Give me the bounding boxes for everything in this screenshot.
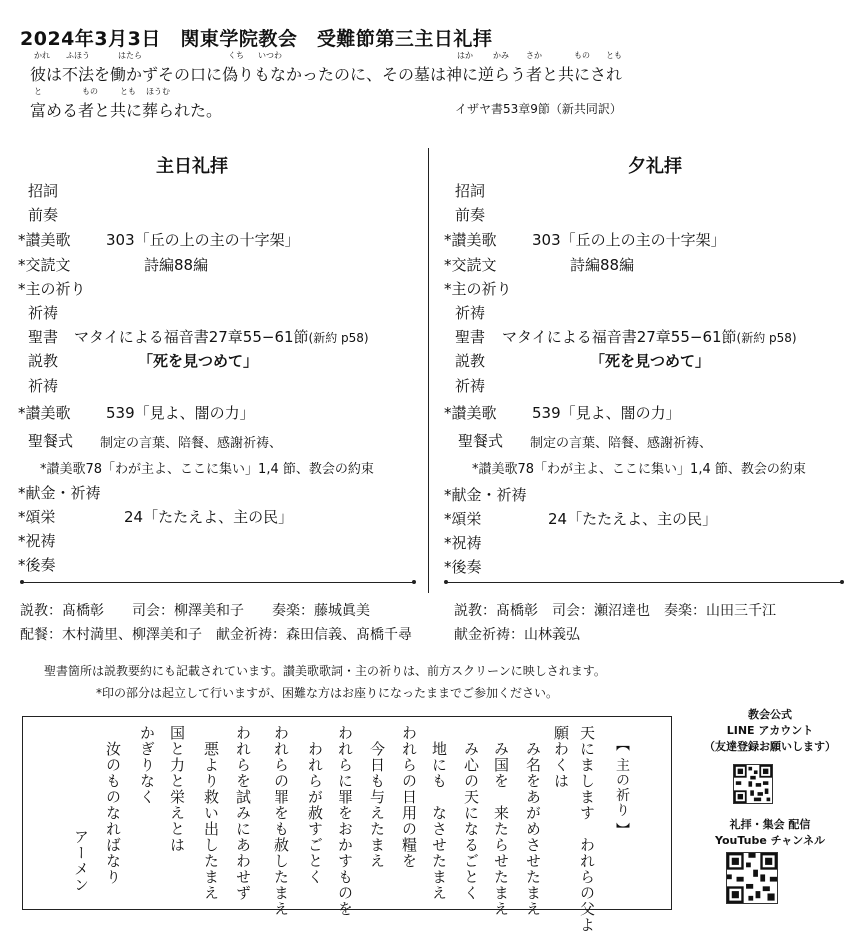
item-label: 祈祷 [28, 377, 59, 395]
prayer-line: 汝のものなればなり [104, 741, 122, 885]
service-item [444, 508, 482, 529]
separator-line [446, 582, 842, 583]
item-detail [74, 326, 369, 347]
item-label: *交読文 [444, 256, 497, 274]
ruby: ふほう [66, 51, 90, 60]
item-detail: 制定の言葉、陪餐、感謝祈祷、 [530, 436, 713, 451]
prayer-line: 天にまします われらの父よ [578, 725, 596, 933]
sermon-title: 「死を見つめて」 [590, 352, 711, 370]
item-detail: 539「見よ、闇の力」 [106, 404, 255, 422]
service-item [28, 302, 58, 323]
page-note: (新約 p58) [736, 331, 797, 345]
ruby: かみ [493, 51, 509, 60]
line-qr-code-icon[interactable] [733, 764, 773, 804]
ruby: はか [457, 51, 473, 60]
separator-line [22, 582, 414, 583]
service-item [444, 402, 497, 423]
item-label: 説教 [28, 352, 59, 370]
service-item [18, 278, 86, 299]
item-detail: 24「たたえよ、主の民」 [548, 510, 718, 528]
item-label: 説教 [455, 352, 486, 370]
evening-heading: 夕礼拝 [628, 156, 682, 177]
service-item [18, 254, 71, 275]
yt-label-2: YouTube チャンネル [715, 834, 825, 847]
item-label: *交読文 [18, 256, 71, 274]
service-item [455, 302, 485, 323]
prayer-line: われらに罪をおかすものを [336, 725, 354, 917]
item-label: *献金・祈祷 [444, 486, 527, 504]
verse-line-2 [30, 98, 222, 121]
item-label: *主の祈り [18, 280, 86, 298]
prayer-line: 今日も与えたまえ [368, 741, 386, 869]
morning-credits-1: 説教：髙橋彰 司会：柳澤美和子 奏楽：藤城眞美 [20, 603, 370, 619]
item-detail: *讃美歌78「わが主よ、ここに集い」1,4 節、教会の約束 [40, 462, 374, 477]
item-label: 聖書 [28, 328, 59, 346]
line-label-2: LINE アカウント [726, 724, 814, 737]
separator-dot [20, 580, 24, 584]
service-item [444, 556, 482, 577]
scripture-detail: マタイによる福音書27章55−61節 [502, 328, 737, 346]
ruby: とも [120, 87, 136, 96]
item-label: *主の祈り [444, 280, 512, 298]
item-detail: 303「丘の上の主の十字架」 [532, 231, 726, 249]
service-item [18, 554, 56, 575]
item-label: 祈祷 [455, 304, 486, 322]
page-note: (新約 p58) [308, 331, 369, 345]
prayer-line: み心の天になるごとく [462, 741, 480, 901]
morning-heading: 主日礼拝 [156, 156, 228, 177]
scripture-detail: マタイによる福音書27章55−61節 [74, 328, 309, 346]
ruby: もの [574, 51, 590, 60]
lords-prayer-box [22, 716, 672, 933]
prayer-line: 地にも なさせたまえ [430, 741, 448, 901]
item-label: *祝祷 [444, 534, 482, 552]
ruby: さか [526, 51, 542, 60]
line-label-1: 教会公式 [748, 708, 792, 721]
service-item [28, 430, 73, 451]
prayer-line: み国を 来たらせたまえ [492, 741, 510, 917]
item-label: *頌栄 [444, 510, 482, 528]
item-detail: 詩編88編 [570, 256, 635, 274]
item-detail: 539「見よ、闇の力」 [532, 404, 681, 422]
separator-dot [840, 580, 844, 584]
service-item [455, 180, 485, 201]
service-item [444, 229, 497, 250]
service-item [18, 402, 71, 423]
item-label: *讃美歌 [444, 231, 497, 249]
service-item [444, 532, 482, 553]
evening-credits-1: 説教：髙橋彰 司会：瀬沼達也 奏楽：山田三千江 [454, 603, 776, 619]
service-item [28, 375, 58, 396]
item-label: *讃美歌 [18, 404, 71, 422]
prayer-title: 【 主の祈り 】 [614, 737, 630, 838]
service-item [18, 506, 56, 527]
prayer-line: 願わくは [552, 725, 570, 789]
service-item [455, 326, 485, 347]
item-detail: 303「丘の上の主の十字架」 [106, 231, 300, 249]
item-label: *讃美歌 [18, 231, 71, 249]
item-label: 前奏 [455, 206, 486, 224]
separator-dot [444, 580, 448, 584]
service-item [455, 204, 485, 225]
item-label: 前奏 [28, 206, 59, 224]
service-item [455, 350, 485, 371]
item-label: *献金・祈祷 [18, 484, 101, 502]
service-item [28, 180, 58, 201]
ruby: くち [228, 51, 244, 60]
service-item [444, 278, 512, 299]
verse-text-1: 彼は不法を働かずその口に偽りもなかったのに、その墓は神に逆らう者と共にされ [30, 65, 623, 84]
item-label: *讃美歌 [444, 404, 497, 422]
sermon-title: 「死を見つめて」 [138, 352, 259, 370]
service-item [455, 375, 485, 396]
ruby: かれ [34, 51, 50, 60]
prayer-line: われらの罪をも赦したまえ [272, 725, 290, 917]
item-detail: 詩編88編 [144, 256, 209, 274]
item-label: *頌栄 [18, 508, 56, 526]
item-label: *後奏 [444, 558, 482, 576]
item-label: 招詞 [28, 182, 59, 200]
item-label: *祝祷 [18, 532, 56, 550]
service-item [444, 484, 527, 505]
morning-credits-2: 配餐：木村満里、柳澤美和子 献金祈祷：森田信義、髙橋千尋 [20, 627, 412, 643]
ruby: とも [606, 51, 622, 60]
note-line-2: *印の部分は起立して行いますが、困難な方はお座りになったままでご参加ください。 [96, 686, 559, 700]
prayer-line: み名をあがめさせたまえ [524, 741, 542, 917]
ruby: と [34, 87, 42, 96]
item-label: 祈祷 [455, 377, 486, 395]
item-label: *後奏 [18, 556, 56, 574]
page-title: 2024年3月3日 関東学院教会 受難節第三主日礼拝 [20, 28, 493, 50]
ruby: はたら [118, 51, 142, 60]
youtube-label [690, 816, 850, 848]
service-item [28, 326, 58, 347]
service-item [458, 430, 503, 451]
prayer-line: われらが赦すごとく [306, 741, 324, 885]
evening-credits-2: 献金祈祷：山林義弘 [454, 627, 580, 643]
service-item [18, 482, 101, 503]
item-label: 聖餐式 [458, 432, 504, 450]
prayer-line: かぎりなく [138, 725, 156, 805]
item-detail: 24「たたえよ、主の民」 [124, 508, 294, 526]
item-label: 招詞 [455, 182, 486, 200]
service-item [444, 254, 497, 275]
prayer-line: 悪より救い出したまえ [202, 741, 220, 901]
service-item [18, 530, 56, 551]
prayer-line: われらの日用の糧を [400, 725, 418, 869]
item-detail: *讃美歌78「わが主よ、ここに集い」1,4 節、教会の約束 [472, 462, 806, 477]
service-item [28, 204, 58, 225]
item-label: 聖餐式 [28, 432, 74, 450]
yt-label-1: 礼拝・集会 配信 [729, 818, 811, 831]
verse-line-1 [30, 62, 622, 85]
item-detail [502, 326, 797, 347]
item-label: 祈祷 [28, 304, 59, 322]
prayer-line: われらを試みにあわせず [234, 725, 252, 901]
youtube-qr-code-icon[interactable] [726, 852, 778, 904]
line-label-3: （友達登録お願いします） [704, 740, 836, 753]
service-item [28, 350, 58, 371]
prayer-line: アーメン [72, 829, 90, 893]
prayer-line: 国と力と栄えとは [168, 725, 186, 853]
verse-source: イザヤ書53章9節（新共同訳） [455, 102, 622, 116]
ruby: もの [82, 87, 98, 96]
ruby: ほうむ [146, 87, 170, 96]
separator-dot [412, 580, 416, 584]
column-divider [428, 148, 429, 593]
line-label [700, 706, 840, 754]
item-detail: 制定の言葉、陪餐、感謝祈祷、 [100, 436, 283, 451]
verse-text-2: 富める者と共に葬られた。 [30, 101, 223, 120]
ruby: いつわ [258, 51, 282, 60]
service-item [18, 229, 71, 250]
note-line-1: 聖書箇所は説教要約にも記載されています。讃美歌歌詞・主の祈りは、前方スクリーンに映しされます。 [44, 664, 606, 678]
qr-code-icon [734, 765, 772, 803]
qr-code-icon [727, 853, 777, 903]
item-label: 聖書 [455, 328, 486, 346]
